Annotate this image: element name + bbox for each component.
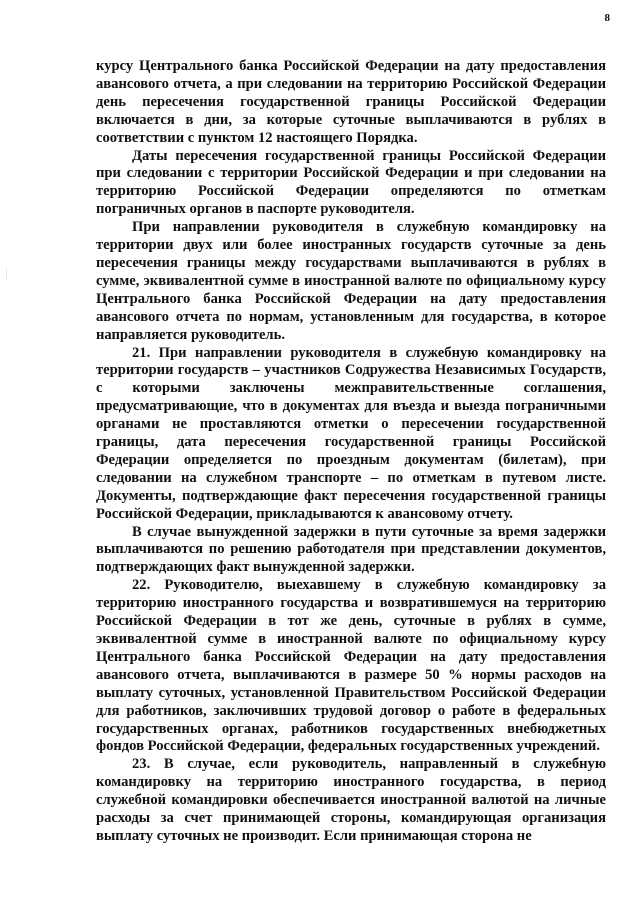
page-number: 8	[604, 12, 610, 24]
paragraph-21: 21. При направлении руководителя в служебную командировку на территории государств – участников Содружества Независимых Государств, с которыми заключены межправительственные соглашения, предусматривающие, что в документах для въезда и выезда пограничными органами не проставляются отметки о пересечении государственной границы, дата пересечения государственной границы Российской Федерации определяется по проездным документам (билетам), при следовании на служебном транспорте – по отметкам в путевом листе. Документы, подтверждающие факт пересечения государственной границы Российской Федерации, прикладываются к авансовому отчету.	[96, 344, 606, 522]
paragraph-delay: В случае вынужденной задержки в пути суточные за время задержки выплачиваются по решению работодателя при представлении документов, подтверждающих факт вынужденной задержки.	[96, 523, 606, 576]
paragraph-2: Даты пересечения государственной границы Российской Федерации при следовании с территории Российской Федерации и при следовании на территорию Российской Федерации определяются по отметкам пограничных органов в паспорте руководителя.	[96, 147, 606, 218]
paragraph-1: курсу Центрального банка Российской Федерации на дату предоставления авансового отчета, а при следовании на территорию Российской Федерации день пересечения государственной границы Российской Федерации включается в дни, за которые суточные выплачиваются в рублях в соответствии с пунктом 12 настоящего Порядка.	[96, 58, 606, 146]
paragraph-3: При направлении руководителя в служебную командировку на территории двух или более иностранных государств суточные за день пересечения границы между государствами выплачиваются в рублях в сумме, эквивалентной сумме в иностранной валюте по официальному курсу Центрального банка Российской Федерации на дату предоставления авансового отчета по нормам, установленным для государства, в которое направляется руководитель.	[96, 219, 606, 343]
paragraph-23: 23. В случае, если руководитель, направленный в служебную командировку на территорию иностранного государства, в период служебной командировки обеспечивается иностранной валютой на личные расходы за счет принимающей стороны, командирующая организация выплату суточных не производит. Если принимающая сторона не	[96, 756, 606, 844]
document-body	[96, 58, 606, 846]
paragraph-22: 22. Руководителю, выехавшему в служебную командировку за территорию иностранного государства и возвратившемуся на территорию Российской Федерации в тот же день, суточные в рублях в сумме, эквивалентной сумме в иностранной валюте по официальному курсу Центрального банка Российской Федерации на дату предоставления авансового отчета, выплачиваются в размере 50 % нормы расходов на выплату суточных, установленной Правительством Российской Федерации для работников, заключивших трудовой договор о работе в федеральных государственных органах, работников государственных внебюджетных фондов Российской Федерации, федеральных государственных учреждений.	[96, 577, 606, 755]
margin-mark	[6, 268, 10, 280]
